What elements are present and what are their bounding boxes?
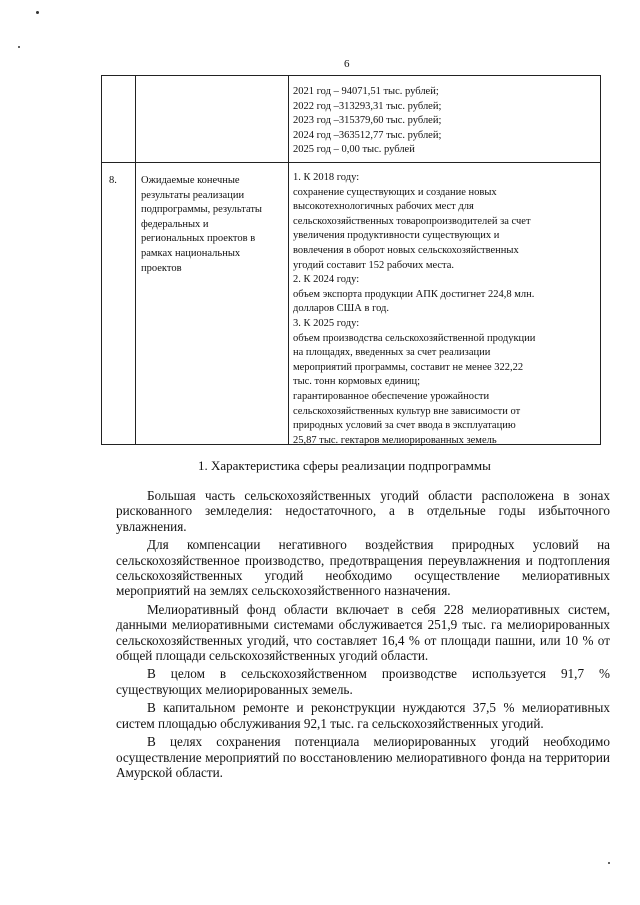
passport-table (101, 75, 601, 445)
row-label-line: результаты реализации (141, 189, 245, 201)
scan-dot (18, 46, 20, 48)
funding-line: 2022 год –313293,31 тыс. рублей; (293, 100, 442, 112)
row-label (141, 174, 262, 276)
table-column-divider (288, 76, 289, 444)
funding-line: 2021 год – 94071,51 тыс. рублей; (293, 86, 439, 97)
row-label-line: Ожидаемые конечные (141, 175, 240, 186)
results-line: сельскохозяйственных товаропроизводителей за счет (293, 215, 531, 227)
results-line: увеличения продуктивности существующих и (293, 230, 500, 242)
row-label-line: рамках национальных (141, 247, 241, 259)
funding-by-year (293, 85, 441, 158)
row-label-line: региональных проектов в (141, 233, 256, 245)
results-line: 2. К 2024 году: (293, 274, 360, 286)
expected-results (293, 171, 535, 448)
results-line: на площадях, введенных за счет реализации (293, 347, 491, 359)
scan-dot (36, 11, 39, 14)
section-title: 1. Характеристика сферы реализации подпрограммы (198, 458, 491, 473)
funding-line: 2024 год –363512,77 тыс. рублей; (293, 129, 442, 141)
paragraph: В целях сохранения потенциала мелиорированных угодий необходимо осуществление мероприятий по восстановлению мелиоративного фонда на территории Амурской области. (116, 734, 610, 780)
row-number: 8. (109, 175, 117, 186)
results-line: 1. К 2018 году: (293, 172, 360, 183)
funding-line: 2023 год –315379,60 тыс. рублей; (293, 115, 442, 127)
results-line: 3. К 2025 году: (293, 317, 360, 329)
results-line: угодий составит 152 рабочих места. (293, 259, 455, 271)
table-row-divider (102, 162, 600, 163)
page-number: 6 (344, 58, 350, 70)
results-line: высокотехнологичных рабочих мест для (293, 201, 474, 213)
results-line: вовлечения в оборот новых сельскохозяйственных (293, 244, 519, 256)
paragraph: В целом в сельскохозяйственном производстве используется 91,7 % существующих мелиорированных земель. (116, 666, 610, 697)
results-line: сельскохозяйственных культур вне зависимости от (293, 405, 521, 417)
paragraph: Большая часть сельскохозяйственных угодий области расположена в зонах рискованного земледелия: недостаточного, а в отдельные годы избыточного увлажнения. (116, 488, 610, 534)
results-line: объем экспорта продукции АПК достигнет 224,8 млн. (293, 288, 535, 300)
results-line: сохранение существующих и создание новых (293, 186, 497, 198)
paragraph: Мелиоративный фонд области включает в себя 228 мелиоративных систем, данными мелиоративными системами обслуживается 251,9 тыс. га мелиорированных сельскохозяйственных угодий, что составляет 16,4 % от площади пашни, или 10 % от общей площади сельскохозяйственных угодий области. (116, 601, 610, 664)
results-line: тыс. тонн кормовых единиц; (293, 376, 421, 388)
results-line: долларов США в год. (293, 303, 390, 315)
results-line: природных условий за счет ввода в эксплуатацию (293, 420, 516, 432)
table-column-divider (135, 76, 136, 444)
results-line: объем производства сельскохозяйственной продукции (293, 332, 536, 344)
row-label-line: проектов (141, 262, 182, 274)
row-label-line: федеральных и (141, 218, 209, 230)
paragraph: Для компенсации негативного воздействия природных условий на сельскохозяйственное производство, предотвращения переувлажнения и подтопления сельскохозяйственных угодий необходимо осуществление мелиоративных мероприятий на землях сельскохозяйственного назначения. (116, 537, 610, 599)
funding-line: 2025 год – 0,00 тыс. рублей (293, 144, 415, 156)
scan-dot (608, 862, 610, 864)
paragraph: В капитальном ремонте и реконструкции нуждаются 37,5 % мелиоративных систем площадью обслуживания 92,1 тыс. га сельскохозяйственных угодий. (116, 700, 610, 731)
row-label-line: подпрограммы, результаты (141, 204, 262, 216)
results-line: 25,87 тыс. гектаров мелиорированных земель (293, 434, 497, 446)
results-line: гарантированное обеспечение урожайности (293, 390, 490, 402)
results-line: мероприятий программы, составит не менее 322,22 (293, 361, 524, 373)
section-body (116, 488, 610, 783)
